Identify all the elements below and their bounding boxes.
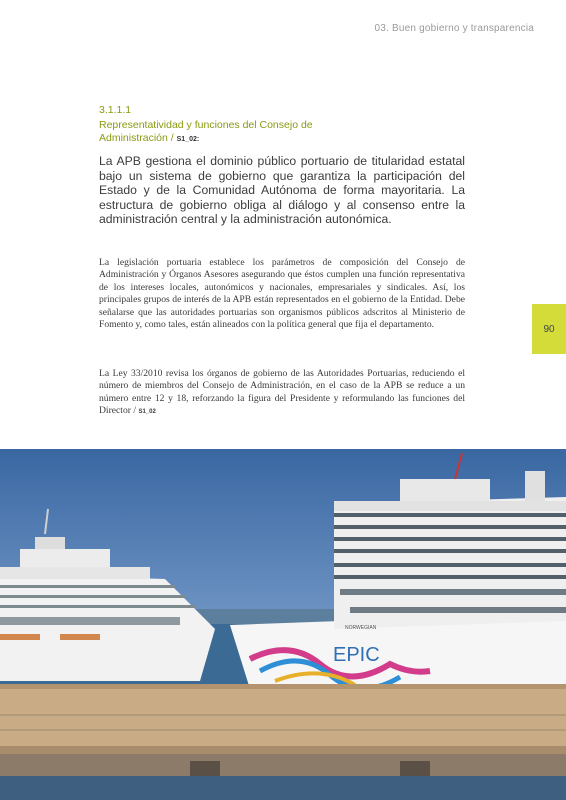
water-front (0, 776, 566, 800)
page-number: 90 (543, 323, 555, 335)
body-paragraph-1: La legislación portuaria establece los parámetros de composición del Consejo de Administración y Órganos Asesores asegurando que éstos cumplen una función representativa de los intereses locales, autonómicos y nacionales, empresariales y sindicales. Así, los principales grupos de interés de la APB están representados en el gobierno de la Entidad. Debe señalarse que las autoridades portuarias son organismos públicos adscritos al Ministerio de Fomento y, como tales, están alineados con la política general que fija el departamento. (99, 257, 465, 331)
cruise-ships-photo (0, 449, 566, 800)
body-paragraph-2-text: La Ley 33/2010 revisa los órganos de gobierno de las Autoridades Portuarias, reduciendo el número de miembros del Consejo de Administración, en el caso de la APB se reduce a un número entre 12 y 18, reforzando la figura del Presidente y reformulando las funciones del Director / (99, 368, 465, 417)
section-number: 3.1.1.1 (99, 104, 132, 116)
section-title (99, 119, 339, 146)
quay-wall (0, 684, 566, 776)
running-header: 03. Buen gobierno y transparencia (374, 23, 534, 34)
page-number-tab (532, 304, 566, 354)
body-paragraph-2 (99, 368, 465, 419)
ship-brand-text: NORWEGIAN (345, 625, 377, 631)
section-title-ref: S1_02: (176, 136, 200, 143)
body-paragraph-2-ref: S1_02 (138, 409, 156, 416)
lead-paragraph: La APB gestiona el dominio público portuario de titularidad estatal bajo un sistema de gobierno que garantiza la participación del Estado y de la Comunidad Autónoma de forma mayoritaria. La estructura de gobierno obliga al diálogo y al consenso entre la administración central y la administración autonómica. (99, 154, 465, 227)
section-title-text: Representatividad y funciones del Consejo de Administración / (99, 119, 313, 144)
ship-name-text: EPIC (333, 644, 380, 666)
